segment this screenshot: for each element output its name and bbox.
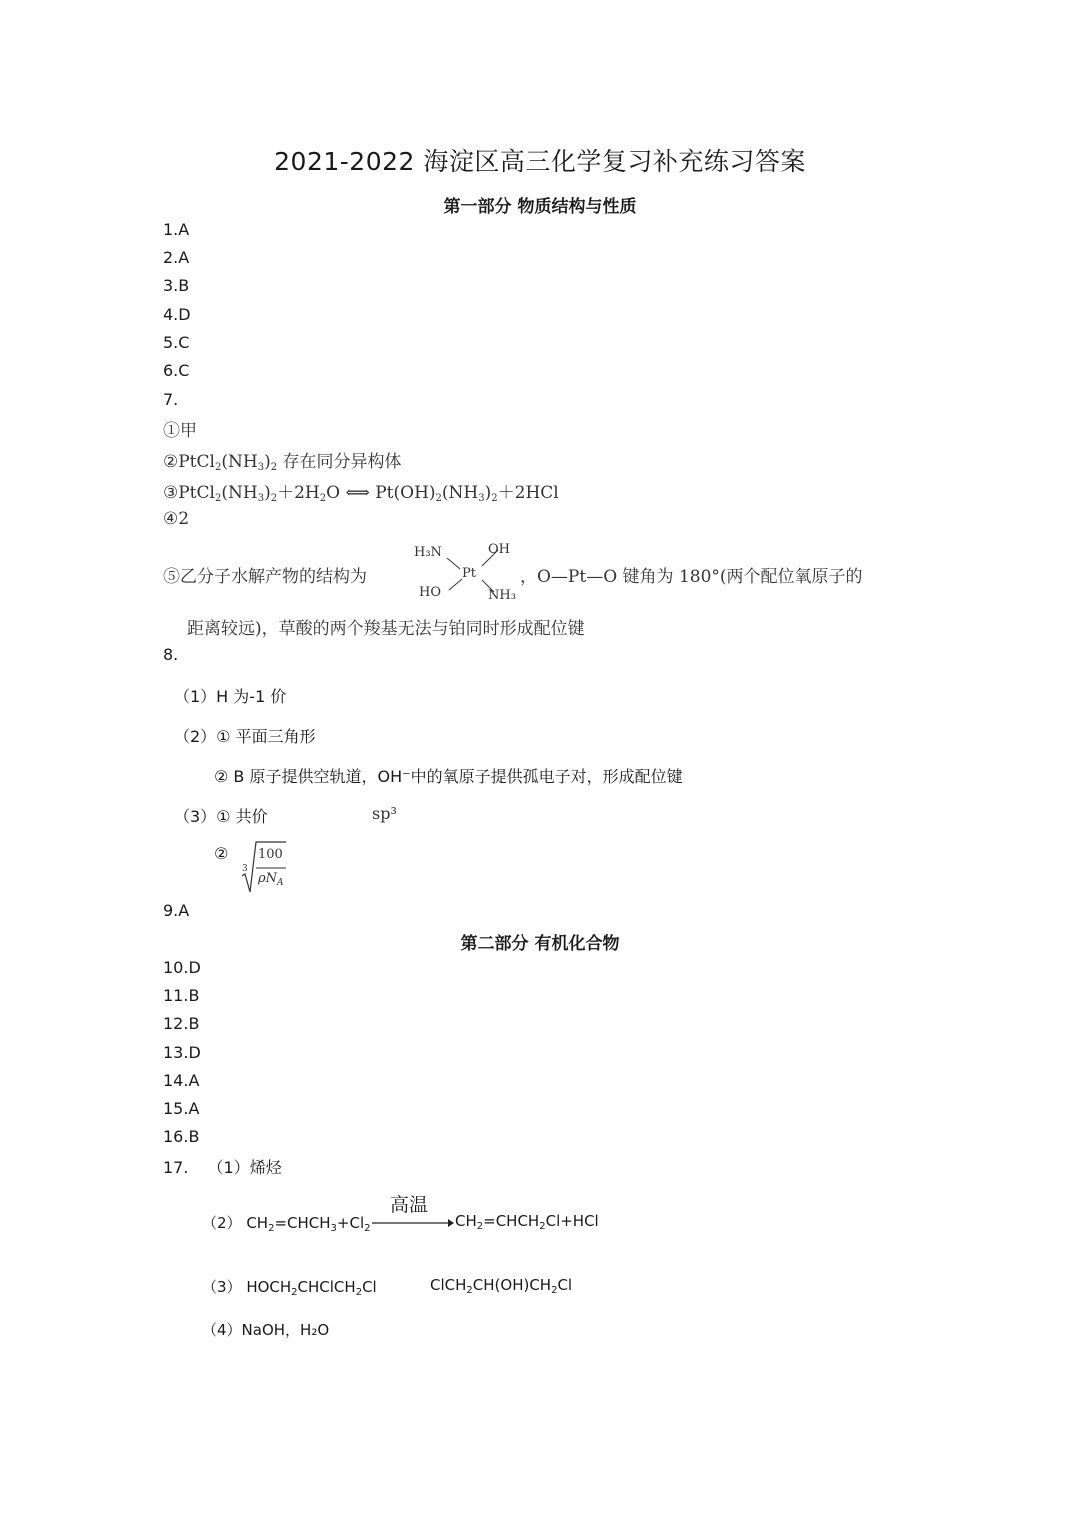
- answer-9: 9.A: [163, 901, 190, 920]
- q17-part-2-label: （2）: [202, 1214, 242, 1232]
- q7-item-3: $③PtCl_2(NH_3)_2+2H_2O$ ⟺ $Pt(OH)_2(NH_3)_2+2HCl$: [163, 483, 559, 504]
- question-8-label: 8.: [163, 645, 179, 664]
- question-17-label: 17.: [163, 1158, 189, 1177]
- right-arrow-icon: [372, 1190, 454, 1230]
- q7-item-4: ④2: [163, 509, 190, 529]
- q8-part-1: （1）H 为-1 价: [174, 687, 287, 706]
- q7-item-3-formula: ③PtCl: [163, 483, 215, 503]
- q7-item-5-mid: ，O—Pt—O 键角为 180°(两个配位氧原子的: [520, 567, 863, 587]
- answer-6: 6.C: [163, 361, 190, 380]
- pt-hydrolysis-structure: [414, 542, 518, 606]
- answer-16: 16.B: [163, 1127, 200, 1146]
- q7-item-1: ①甲: [163, 421, 197, 441]
- ligand-nh3: NH₃: [488, 588, 516, 603]
- answer-14: 14.A: [163, 1071, 200, 1090]
- q7-item-2-formula: ②PtCl: [163, 452, 215, 472]
- answer-12: 12.B: [163, 1014, 200, 1033]
- question-7-label: 7.: [163, 390, 179, 409]
- q8-part-2b: ② B 原子提供空轨道，OH⁻中的氧原子提供孤电子对，形成配位键: [214, 767, 683, 786]
- answer-3: 3.B: [163, 276, 190, 295]
- answer-10: 10.D: [163, 958, 201, 977]
- question-17: [163, 1155, 282, 1178]
- page-title: 2021-2022 海淀区高三化学复习补充练习答案: [274, 147, 806, 176]
- root-numerator: 100: [258, 847, 283, 862]
- q17-part-2-product: $CH_2=CHCH_2Cl+HCl$: [455, 1212, 599, 1232]
- ligand-oh-top: OH: [488, 542, 510, 557]
- q17-part-3: （3） $HOCH_2CHClCH_2Cl$: [202, 1278, 377, 1298]
- q17-part-2: （2） $CH_2=CHCH_3+Cl_2$: [202, 1214, 371, 1234]
- q8-part-2a: （2）① 平面三角形: [174, 727, 316, 746]
- center-pt: Pt: [462, 566, 476, 581]
- reversible-arrow: ⟺: [345, 483, 370, 503]
- reaction-arrow: [372, 1190, 454, 1230]
- q17-part-3-alt: $ClCH_2CH(OH)CH_2Cl$: [430, 1276, 573, 1296]
- answer-13: 13.D: [163, 1043, 201, 1062]
- ligand-ho: HO: [419, 585, 441, 600]
- q7-item-2-text: 存在同分异构体: [282, 452, 402, 472]
- q17-part-1: （1）烯烃: [207, 1158, 282, 1177]
- answer-11: 11.B: [163, 986, 200, 1005]
- q7-item-5-line2: 距离较远)，草酸的两个羧基无法与铂同时形成配位键: [187, 619, 585, 639]
- answer-2: 2.A: [163, 248, 190, 267]
- answer-15: 15.A: [163, 1099, 200, 1118]
- answer-1: 1.A: [163, 220, 190, 239]
- root-denominator: $\rho N_A$: [258, 871, 284, 888]
- answer-4: 4.D: [163, 305, 191, 324]
- q8-hybridization: sp³: [372, 804, 397, 823]
- reaction-condition: 高温: [390, 1194, 429, 1216]
- answer-5: 5.C: [163, 333, 190, 352]
- ligand-h3n: H₃N: [414, 545, 442, 560]
- root-index: 3: [242, 864, 248, 874]
- cube-root-formula: [240, 838, 290, 896]
- q7-item-2: $②PtCl_2(NH_3)_2$ 存在同分异构体: [163, 452, 402, 473]
- q17-part-3-label: （3）: [202, 1278, 242, 1296]
- q8-part-3b: ②: [214, 844, 229, 863]
- q17-part-4: （4）NaOH，H₂O: [202, 1321, 330, 1339]
- section-heading-part2: 第二部分 有机化合物: [460, 934, 620, 954]
- q8-part-3a: （3）① 共价: [174, 807, 268, 826]
- q7-item-5-prefix: ⑤乙分子水解产物的结构为: [163, 567, 367, 587]
- section-heading-part1: 第一部分 物质结构与性质: [443, 197, 637, 217]
